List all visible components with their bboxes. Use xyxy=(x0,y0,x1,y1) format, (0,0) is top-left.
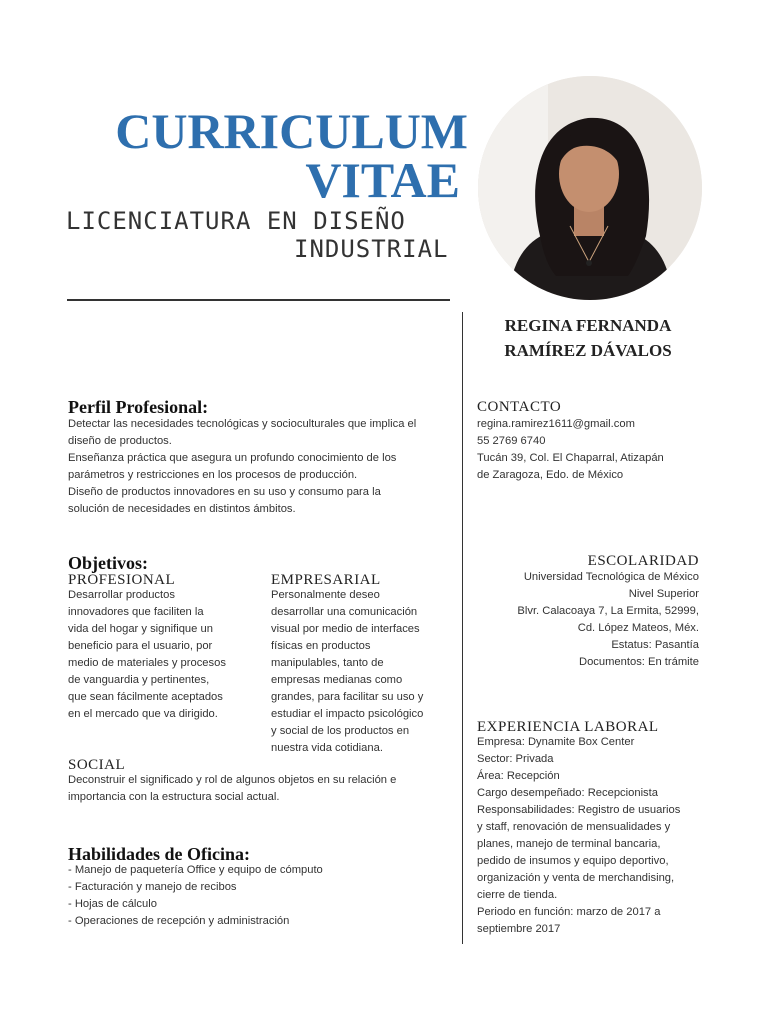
experiencia-line: Sector: Privada xyxy=(477,753,554,765)
empresarial-line: Personalmente deseo xyxy=(271,589,380,601)
escolaridad-text xyxy=(517,569,699,671)
empresarial-line: manipulables, tanto de xyxy=(271,657,384,669)
experiencia-text xyxy=(477,734,680,938)
escolaridad-line: Nivel Superior xyxy=(628,588,699,600)
experiencia-line: Periodo en función: marzo de 2017 a xyxy=(477,906,661,918)
profesional-heading: PROFESIONAL xyxy=(68,572,176,588)
social-line: importancia con la estructura social actual. xyxy=(68,791,280,803)
contact-email: regina.ramirez1611@gmail.com xyxy=(477,418,635,430)
experiencia-line: planes, manejo de terminal bancaria, xyxy=(477,838,661,850)
perfil-line: parámetros y restricciones en los procesos de producción. xyxy=(68,469,358,481)
contact-address: de Zaragoza, Edo. de México xyxy=(477,469,624,481)
perfil-line: Enseñanza práctica que asegura un profundo conocimiento de los xyxy=(68,452,397,464)
name-line1: REGINA FERNANDA xyxy=(504,316,672,335)
escolaridad-line: Documentos: En trámite xyxy=(578,656,699,668)
experiencia-line: organización y venta de merchandising, xyxy=(477,872,675,884)
perfil-line: Diseño de productos innovadores en su uso y consumo para la xyxy=(68,486,381,498)
habilidad-item: - Hojas de cálculo xyxy=(68,898,157,910)
objetivos-heading: Objetivos: xyxy=(68,553,148,573)
perfil-line: solución de necesidades en distintos ámbitos. xyxy=(68,503,296,515)
escolaridad-line: Universidad Tecnológica de México xyxy=(523,571,699,583)
perfil-line: diseño de productos. xyxy=(68,435,172,447)
person-name xyxy=(478,313,698,363)
empresarial-line: estudiar el impacto psicológico xyxy=(271,708,424,720)
empresarial-line: físicas en productos xyxy=(271,640,371,652)
experiencia-line: Empresa: Dynamite Box Center xyxy=(477,736,635,748)
header-divider xyxy=(67,299,450,301)
contact-address: Tucán 39, Col. El Chaparral, Atizapán xyxy=(477,452,664,464)
contact-phone: 55 2769 6740 xyxy=(477,435,546,447)
profesional-line: Desarrollar productos xyxy=(68,589,175,601)
social-text xyxy=(68,772,396,806)
empresarial-line: visual por medio de interfaces xyxy=(271,623,420,635)
habilidades-heading: Habilidades de Oficina: xyxy=(68,844,251,864)
perfil-heading: Perfil Profesional: xyxy=(68,397,209,417)
experiencia-line: y staff, renovación de mensualidades y xyxy=(477,821,671,833)
habilidades-list xyxy=(68,862,323,930)
escolaridad-heading: ESCOLARIDAD xyxy=(587,553,699,569)
habilidad-item: - Facturación y manejo de recibos xyxy=(68,881,237,893)
social-line: Deconstruir el significado y rol de algunos objetos en su relación e xyxy=(68,774,397,786)
profesional-line: beneficio para el usuario, por xyxy=(68,640,213,652)
experiencia-line: Responsabilidades: Registro de usuarios xyxy=(477,804,681,816)
empresarial-line: desarrollar una comunicación xyxy=(271,606,418,618)
empresarial-text xyxy=(271,587,423,757)
experiencia-line: cierre de tienda. xyxy=(477,889,558,901)
profesional-line: en el mercado que va dirigido. xyxy=(68,708,218,720)
habilidad-item: - Operaciones de recepción y administración xyxy=(68,915,290,927)
profesional-line: de vanguardia y pertinentes, xyxy=(68,674,210,686)
empresarial-line: y social de los productos en xyxy=(271,725,410,737)
title-curriculum: CURRICULUM xyxy=(115,103,468,159)
title-vitae: VITAE xyxy=(305,152,460,208)
profesional-line: medio de materiales y procesos xyxy=(68,657,226,669)
contacto-text xyxy=(477,416,664,484)
name-line2: RAMÍREZ DÁVALOS xyxy=(504,341,672,360)
experiencia-line: Cargo desempeñado: Recepcionista xyxy=(477,787,658,799)
contacto-heading: CONTACTO xyxy=(477,399,562,415)
empresarial-line: empresas medianas como xyxy=(271,674,403,686)
profesional-line: vida del hogar y signifique un xyxy=(68,623,213,635)
escolaridad-line: Cd. López Mateos, Méx. xyxy=(577,622,699,634)
escolaridad-line: Blvr. Calacoaya 7, La Ermita, 52999, xyxy=(517,605,699,617)
escolaridad-line: Estatus: Pasantía xyxy=(611,639,699,651)
perfil-line: Detectar las necesidades tecnológicas y socioculturales que implica el xyxy=(68,418,417,430)
subtitle-line1: LICENCIATURA EN DISEÑO xyxy=(66,207,406,235)
column-divider xyxy=(462,312,463,944)
profesional-line: que sean fácilmente aceptados xyxy=(68,691,223,703)
perfil-text xyxy=(68,416,416,518)
experiencia-line: pedido de insumos y equipo deportivo, xyxy=(477,855,669,867)
experiencia-line: Área: Recepción xyxy=(477,770,560,782)
subtitle-line2: INDUSTRIAL xyxy=(294,235,449,263)
profile-photo xyxy=(478,76,702,300)
profile-photo-illustration xyxy=(478,76,702,300)
habilidad-item: - Manejo de paquetería Office y equipo de cómputo xyxy=(68,864,323,876)
experiencia-line: septiembre 2017 xyxy=(477,923,561,935)
profesional-text xyxy=(68,587,226,723)
experiencia-heading: EXPERIENCIA LABORAL xyxy=(477,719,659,735)
empresarial-heading: EMPRESARIAL xyxy=(271,572,381,588)
empresarial-line: grandes, para facilitar su uso y xyxy=(271,691,424,703)
empresarial-line: nuestra vida cotidiana. xyxy=(271,742,383,754)
profesional-line: innovadores que faciliten la xyxy=(68,606,204,618)
social-heading: SOCIAL xyxy=(68,757,126,773)
